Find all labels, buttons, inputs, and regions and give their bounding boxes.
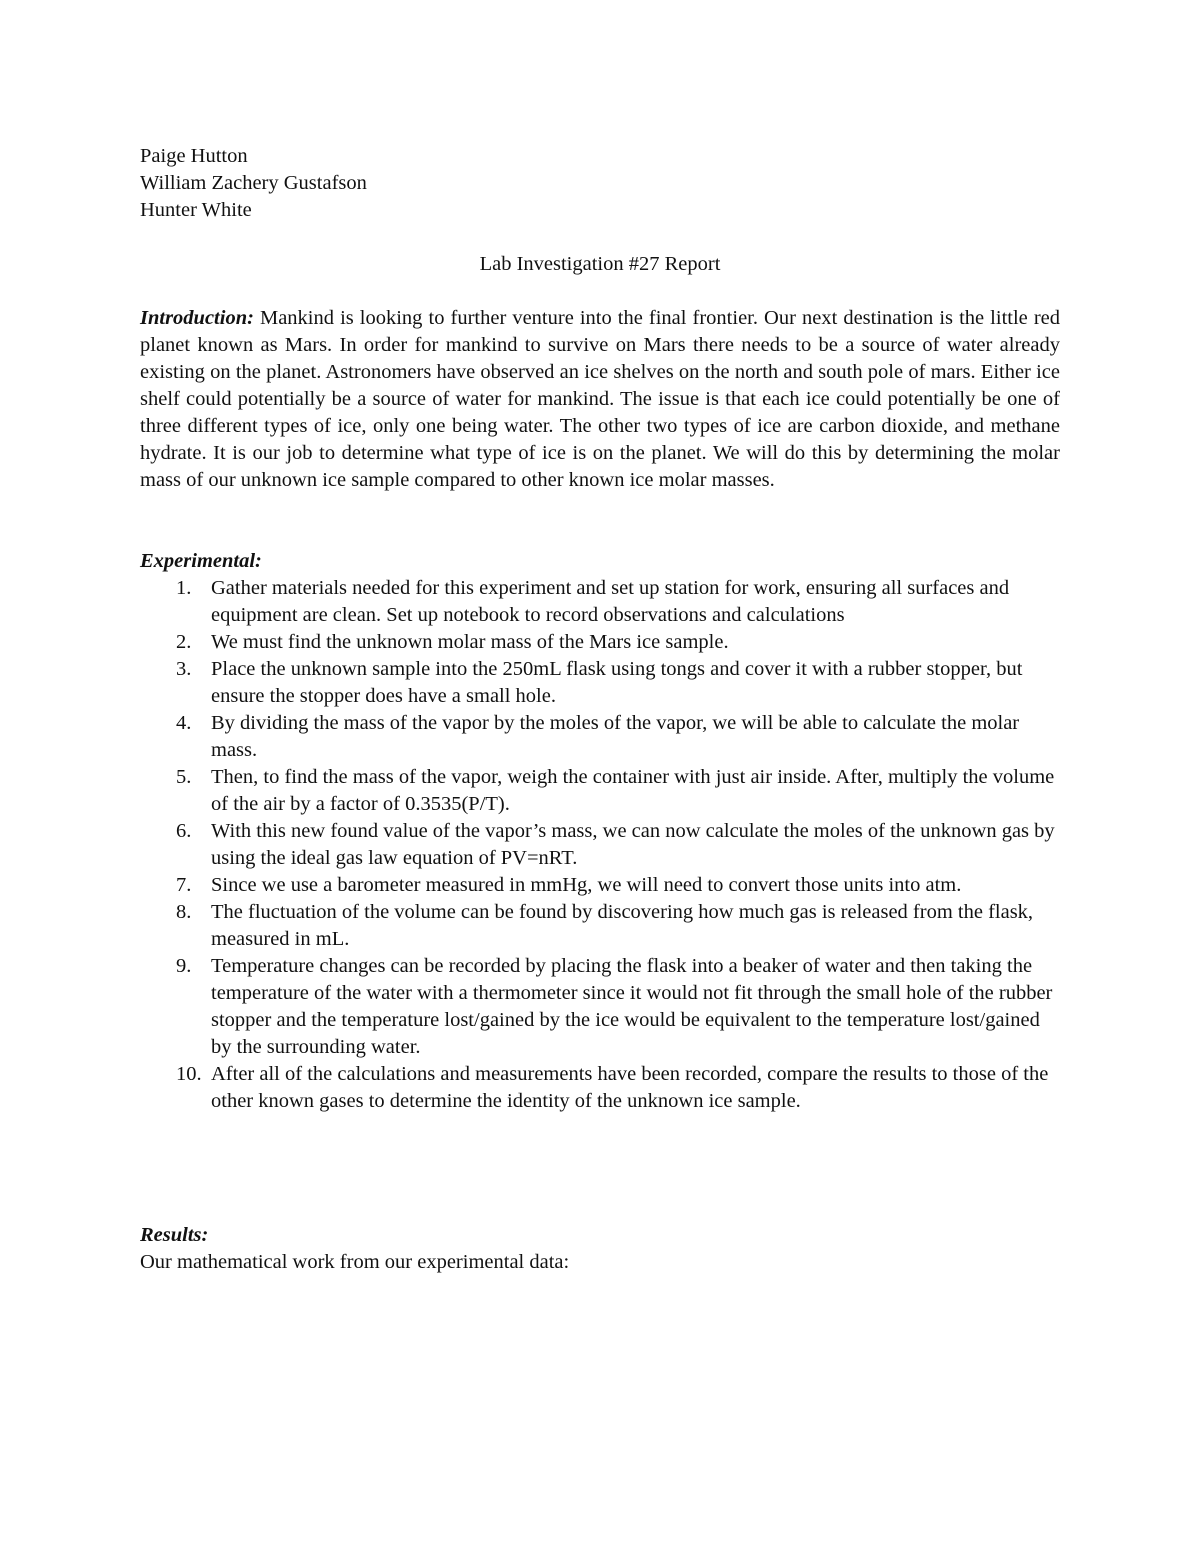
list-item — [140, 575, 1060, 629]
step-number: 7. — [176, 874, 192, 896]
list-item — [140, 710, 1060, 764]
step-number: 1. — [176, 577, 192, 599]
results-heading: Results: — [140, 1224, 209, 1246]
experimental-heading: Experimental: — [140, 550, 262, 572]
list-item — [140, 818, 1060, 872]
step-number: 4. — [176, 712, 192, 734]
step-number: 10. — [176, 1063, 202, 1085]
step-number: 2. — [176, 631, 192, 653]
introduction-heading: Introduction: — [140, 307, 254, 329]
list-item — [140, 953, 1060, 1061]
list-item — [140, 656, 1060, 710]
step-number: 9. — [176, 955, 192, 977]
step-number: 5. — [176, 766, 192, 788]
step-number: 8. — [176, 901, 192, 923]
author-list — [140, 143, 1060, 224]
list-item — [140, 764, 1060, 818]
list-item — [140, 872, 1060, 899]
author-name: William Zachery Gustafson — [140, 172, 367, 194]
list-item — [140, 629, 1060, 656]
step-text: We must find the unknown molar mass of the Mars ice sample. — [211, 631, 729, 653]
step-number: 3. — [176, 658, 192, 680]
experimental-steps-list — [140, 575, 1060, 1115]
step-text: Temperature changes can be recorded by placing the flask into a beaker of water and then taking the temperature of the water with a thermometer since it would not fit through the small hole of the rubber stopper and the temperature lost/gained by the ice would be equivalent to the temperature lost/gained by the surrounding water. — [211, 955, 1053, 1058]
introduction-paragraph — [140, 305, 1060, 494]
step-number: 6. — [176, 820, 192, 842]
list-item — [140, 1061, 1060, 1115]
list-item — [140, 899, 1060, 953]
step-text: By dividing the mass of the vapor by the moles of the vapor, we will be able to calculate the molar mass. — [211, 712, 1020, 761]
introduction-text: Mankind is looking to further venture into the final frontier. Our next destination is the little red planet known as Mars. In order for mankind to survive on Mars there needs to be a source of water already existing on the planet. Astronomers have observed an ice shelves on the north and south pole of mars. Either ice shelf could potentially be a source of water for mankind. The issue is that each ice could potentially be one of three different types of ice, only one being water. The other two types of ice are carbon dioxide, and methane hydrate. It is our job to determine what type of ice is on the planet. We will do this by determining the molar mass of our unknown ice sample compared to other known ice molar masses. — [140, 307, 1060, 491]
step-text: After all of the calculations and measurements have been recorded, compare the results to those of the other known gases to determine the identity of the unknown ice sample. — [211, 1063, 1049, 1112]
author-name: Hunter White — [140, 199, 252, 221]
step-text: Since we use a barometer measured in mmHg, we will need to convert those units into atm. — [211, 874, 962, 896]
step-text: Then, to find the mass of the vapor, weigh the container with just air inside. After, multiply the volume of the air by a factor of 0.3535(P/T). — [211, 766, 1055, 815]
step-text: Place the unknown sample into the 250mL flask using tongs and cover it with a rubber stopper, but ensure the stopper does have a small hole. — [211, 658, 1023, 707]
author-name: Paige Hutton — [140, 145, 248, 167]
step-text: Gather materials needed for this experiment and set up station for work, ensuring all surfaces and equipment are clean. Set up notebook to record observations and calculations — [211, 577, 1010, 626]
step-text: The fluctuation of the volume can be found by discovering how much gas is released from the flask, measured in mL. — [211, 901, 1034, 950]
report-title: Lab Investigation #27 Report — [479, 253, 721, 275]
step-text: With this new found value of the vapor’s mass, we can now calculate the moles of the unknown gas by using the ideal gas law equation of PV=nRT. — [211, 820, 1055, 869]
results-text: Our mathematical work from our experimental data: — [140, 1251, 570, 1273]
